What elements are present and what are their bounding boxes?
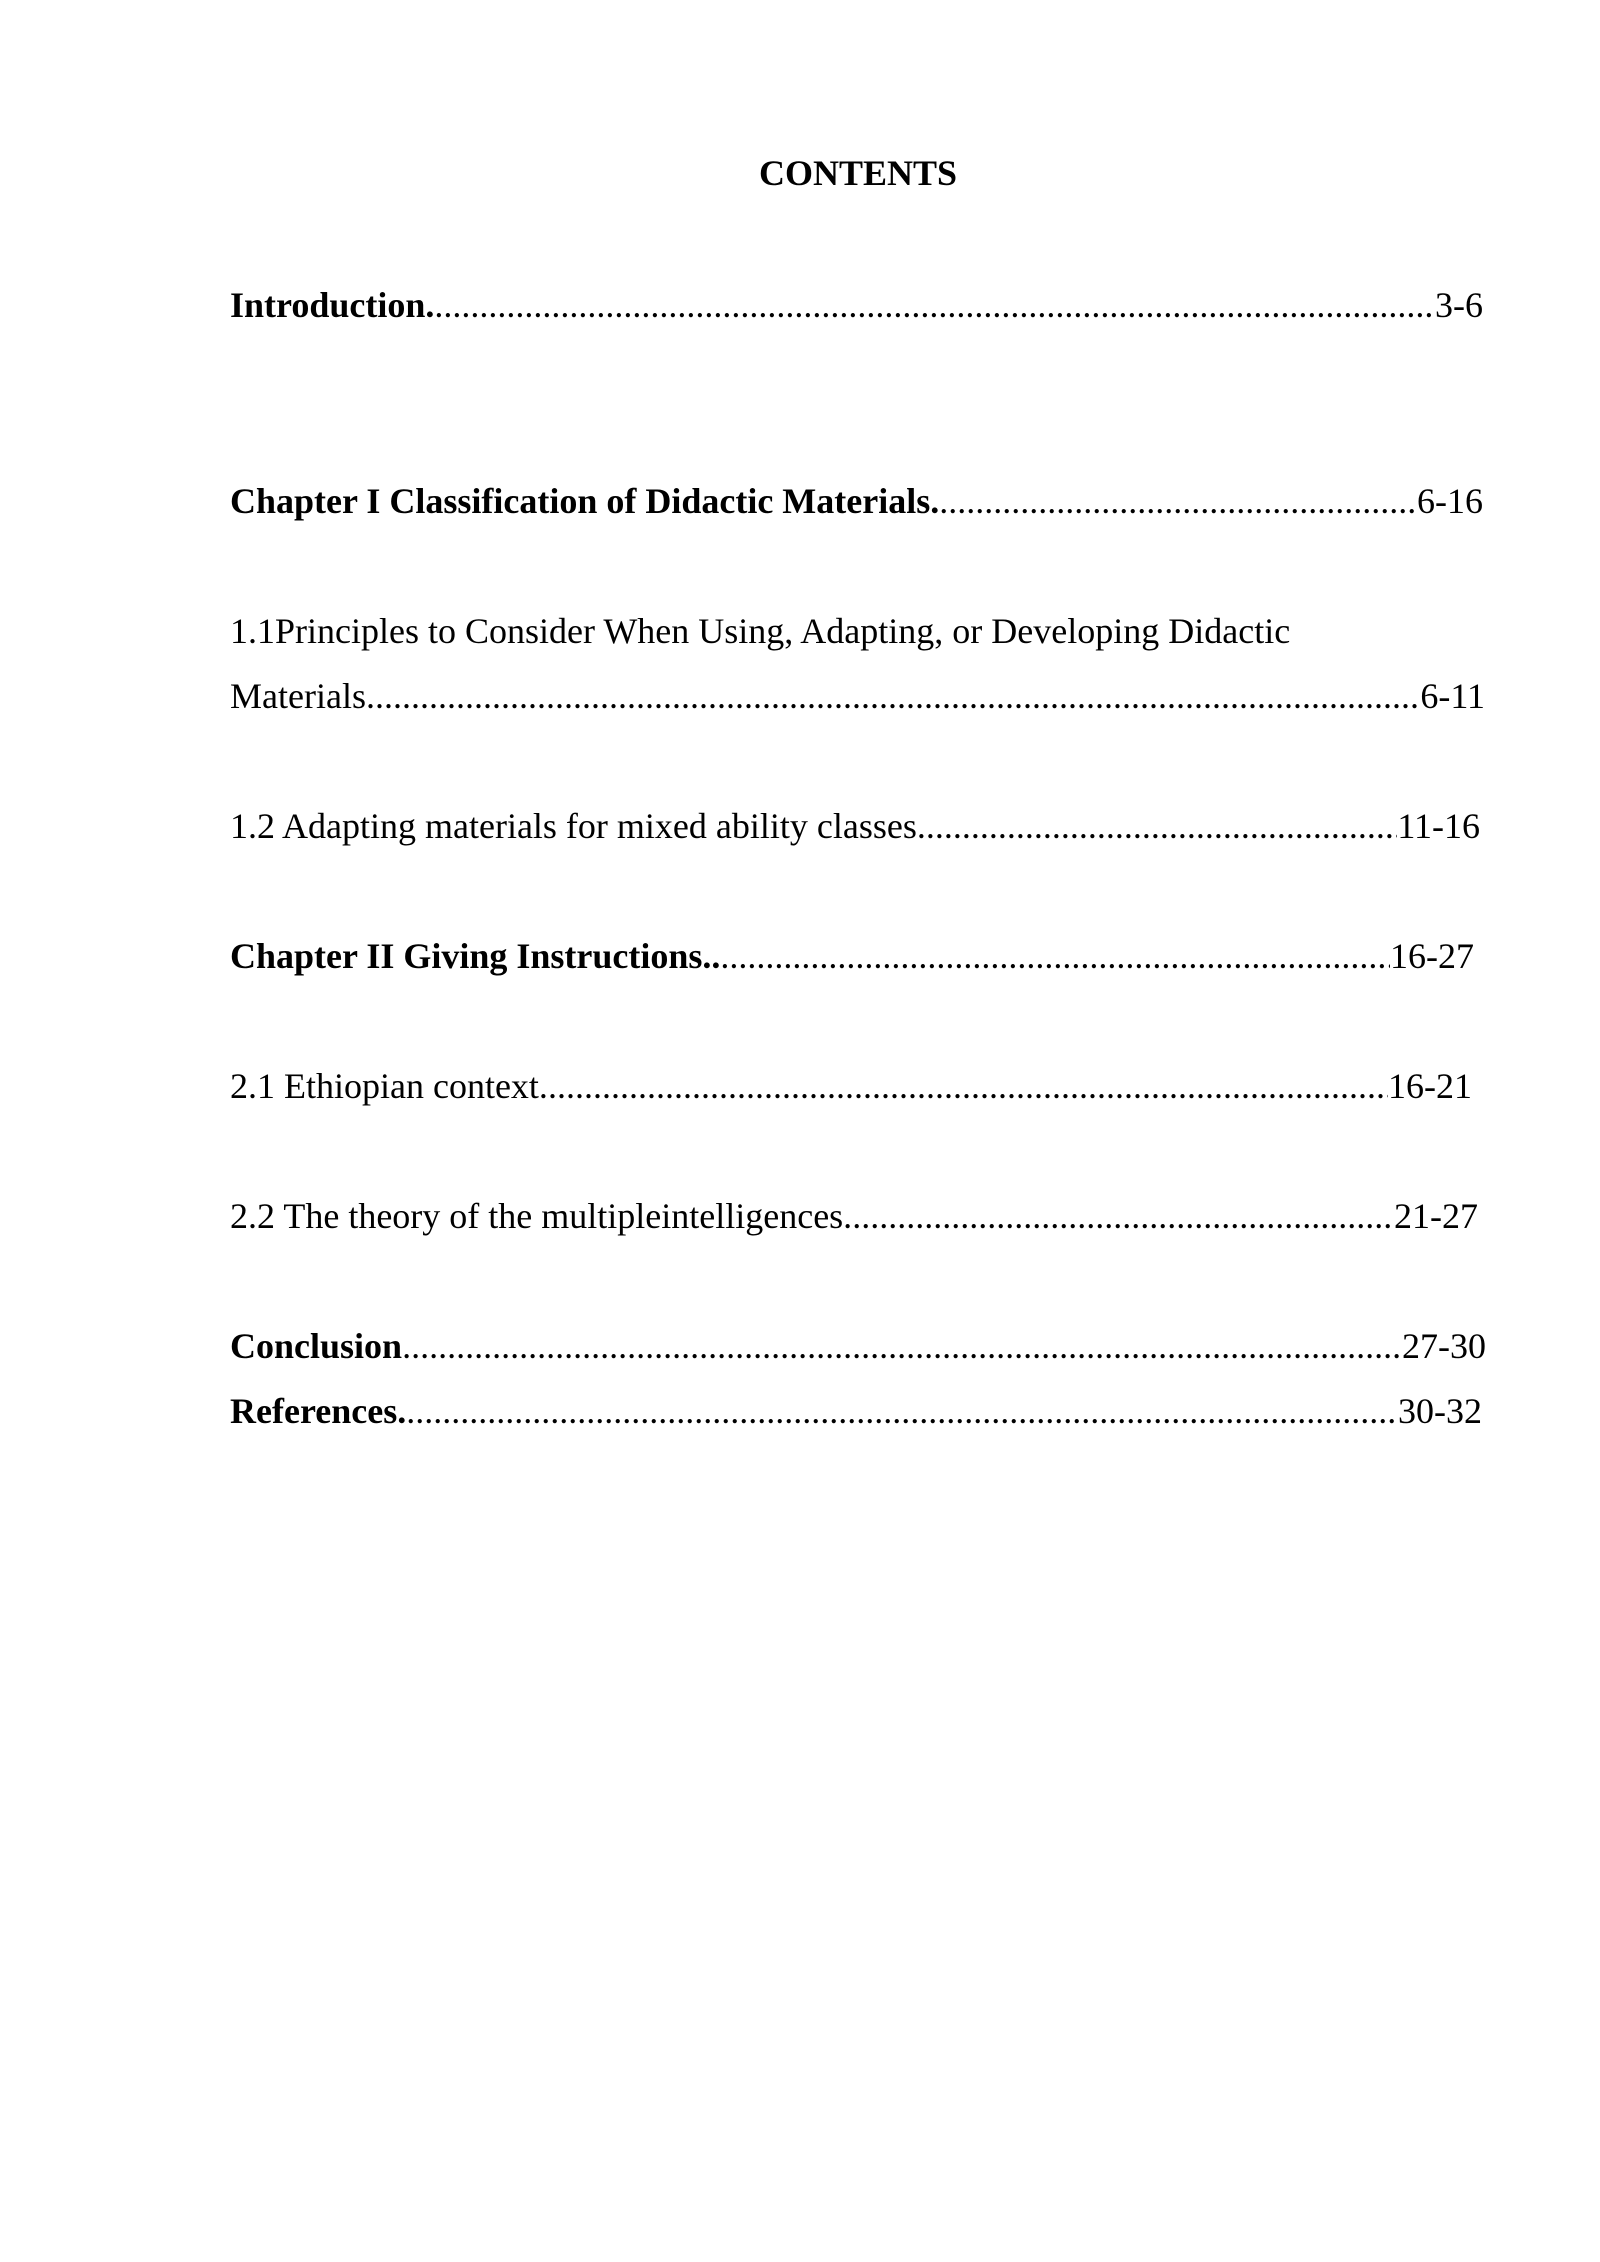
toc-entry-chapter-1 [230,476,1483,526]
toc-entry-pages: 16-27 [1390,936,1474,976]
toc-entry-conclusion [230,1321,1486,1371]
toc-dot-leader [402,1321,1402,1371]
toc-entry-pages: 21-27 [1394,1196,1478,1236]
toc-entry-pages: 16-21 [1388,1066,1472,1106]
toc-dot-leader [406,1386,1398,1436]
toc-entry-label: References. [230,1391,407,1431]
toc-entry-label: 2.1 Ethiopian context. [230,1066,548,1106]
toc-entry-pages: 27-30 [1402,1326,1486,1366]
toc-entry-2-2 [230,1191,1478,1241]
toc-entry-label: 2.2 The theory of the multipleintelligences. [230,1196,853,1236]
page-title: CONTENTS [758,153,958,193]
toc-dot-leader [548,1061,1388,1111]
toc-entry-1-1 [230,671,1485,721]
toc-entry-label: Chapter I Classification of Didactic Materials. [230,481,940,521]
toc-dot-leader [926,801,1397,851]
toc-entry-pages: 6-11 [1420,676,1485,716]
toc-dot-leader [720,931,1390,981]
toc-entry-label: Introduction. [230,285,435,325]
toc-entry-pages: 3-6 [1435,285,1483,325]
toc-entry-chapter-2 [230,931,1474,981]
toc-entry-2-1 [230,1061,1472,1111]
toc-dot-leader [852,1191,1394,1241]
toc-entry-references [230,1386,1482,1436]
toc-entry-pages: 6-16 [1417,481,1483,521]
toc-dot-leader [939,476,1417,526]
toc-entry-label: Chapter II Giving Instructions.. [230,936,721,976]
toc-entry-label: Materials. [230,676,375,716]
toc-entry-1-2 [230,801,1480,851]
toc-dot-leader [375,671,1420,721]
toc-dot-leader [434,280,1435,330]
toc-entry-label: Conclusion [230,1326,403,1366]
toc-entry-introduction [230,280,1483,330]
toc-entry-pages: 30-32 [1398,1391,1482,1431]
toc-entry-label: 1.2 Adapting materials for mixed ability classes. [230,806,926,846]
toc-entry-1-1-line1: 1.1Principles to Consider When Using, Adapting, or Developing Didactic [230,611,1291,651]
toc-entry-pages: 11-16 [1397,806,1480,846]
